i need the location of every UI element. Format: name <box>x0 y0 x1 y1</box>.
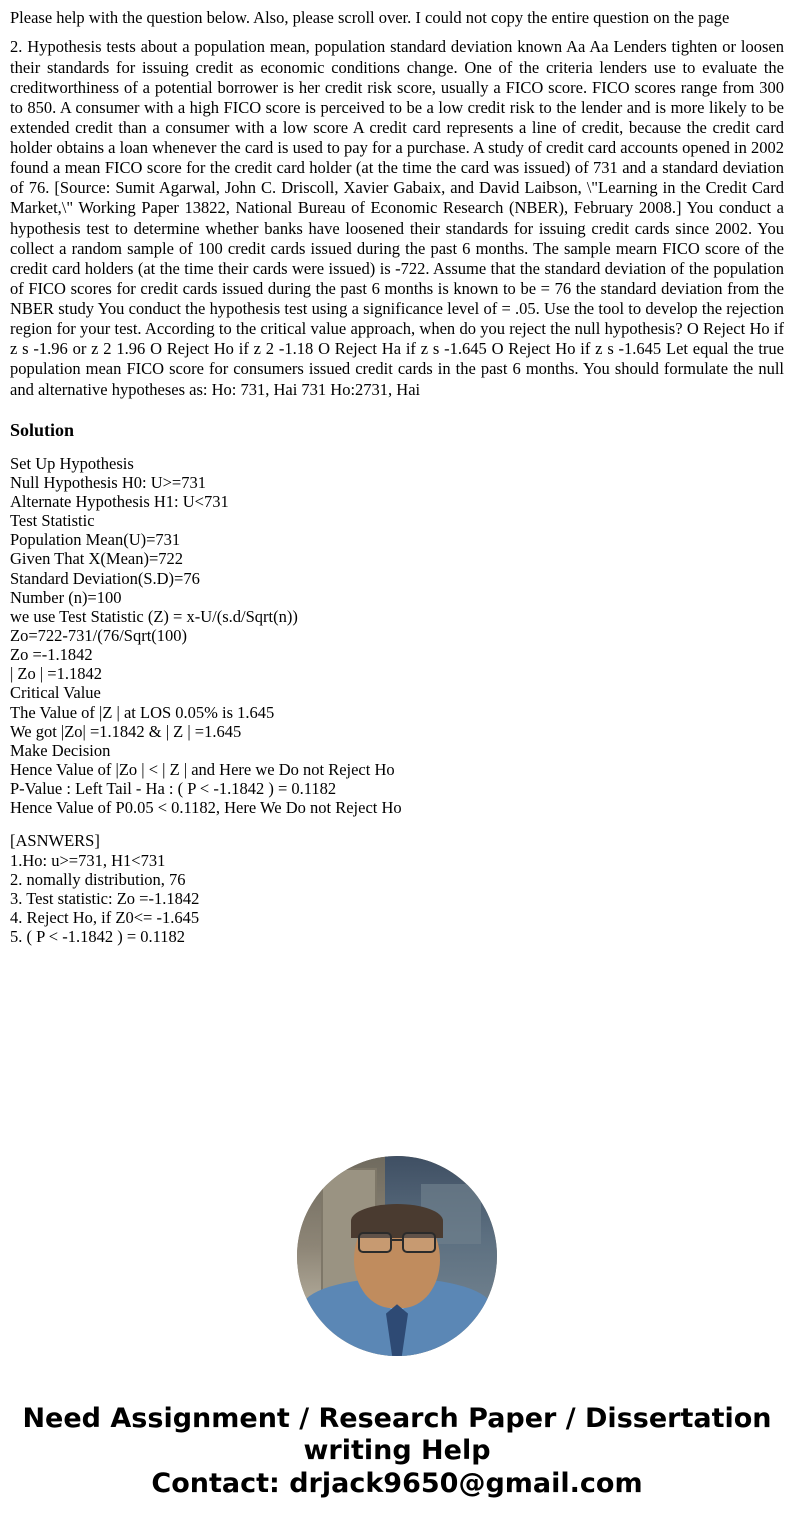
glasses-bridge <box>392 1239 402 1241</box>
glasses-icon <box>357 1232 437 1250</box>
solution-step: P-Value : Left Tail - Ha : ( P < -1.1842 ) = 0.1182 <box>10 779 337 799</box>
solution-step: Given That X(Mean)=722 <box>10 549 184 569</box>
answers-header: [ASNWERS] <box>10 831 100 851</box>
solution-steps <box>10 455 784 833</box>
answers-block <box>10 832 784 946</box>
cta-line-1: Need Assignment / Research Paper / Dissertation <box>22 1403 772 1435</box>
solution-heading: Solution <box>10 419 75 440</box>
solution-step: | Zo | =1.1842 <box>10 664 102 684</box>
glasses-lens-left <box>358 1232 392 1253</box>
solution-step: Critical Value <box>10 683 101 703</box>
solution-step: Alternate Hypothesis H1: U<731 <box>10 492 229 511</box>
question-text: 2. Hypothesis tests about a population mean, population standard deviation known Aa Aa Lenders tighten or loosen their standards for issuing credit as economic conditions change. One of the criteria lenders use to evaluate the creditworthiness of a potential borrower is her credit risk score, usually a FICO score. FICO scores range from 300 to 850. A consumer with a high FICO score is perceived to be a low credit risk to the lender and is more likely to be extended credit than a consumer with a low score A credit card represents a line of credit, because the credit card holder obtains a loan whenever the card is used to pay for a purchase. A study of credit card accounts opened in 2002 found a mean FICO score for the credit card holder (at the time the card was issued) of 731 and a standard deviation of 76. [Source: Sumit Agarwal, John C. Driscoll, Xavier Gabaix, and David Laibson, \"Learning in the Credit Card Market,\" Working Paper 13822, National Bureau of Economic Research (NBER), February 2008.] You conduct a hypothesis test to determine whether banks have loosened their standards for issuing credit cards since 2002. You collect a random sample of 100 credit cards issued during the past 6 months. The sample mearn FICO score of the credit card holders (at the time their cards were issued) is -722. Assume that the standard deviation of the population of FICO scores for credit cards issued during the past 6 months is known to be = 76 the standard deviation from the NBER study You conduct the hypothesis test using a significance level of = .05. Use the tool to develop the rejection region for your test. According to the critical value approach, when do you reject the null hypothesis? O Reject Ho if z s -1.96 or z 2 1.96 O Reject Ho if z 2 -1.18 O Reject Ha if z s -1.645 O Reject Ho if z s -1.645 Let equal the true population mean FICO score for consumers issued credit cards in the past 6 months. You should formulate the null and alternative hypotheses as: Ho: 731, Hai 731 Ho:2731, Hai <box>10 37 784 399</box>
answer-item: 2. nomally distribution, 76 <box>10 869 186 889</box>
glasses-lens-right <box>402 1232 436 1253</box>
avatar <box>297 1156 497 1356</box>
solution-step: Set Up Hypothesis <box>10 453 134 473</box>
intro-text: Please help with the question below. Also, please scroll over. I could not copy the entire question on the page <box>10 8 730 27</box>
solution-step: Number (n)=100 <box>10 587 122 607</box>
solution-step: The Value of |Z | at LOS 0.05% is 1.645 <box>10 702 275 722</box>
solution-step: Hence Value of P0.05 < 0.1182, Here We Do not Reject Ho <box>10 798 402 818</box>
cta-contact-email[interactable]: Contact: drjack9650@gmail.com <box>151 1467 643 1499</box>
spacer <box>10 818 784 832</box>
answer-item: 3. Test statistic: Zo =-1.1842 <box>10 888 200 908</box>
solution-step: Null Hypothesis H0: U>=731 <box>10 472 206 492</box>
author-photo-container <box>10 1156 784 1356</box>
solution-step: We got |Zo| =1.1842 & | Z | =1.645 <box>10 721 242 741</box>
solution-step: Hence Value of |Zo | < | Z | and Here we Do not Reject Ho <box>10 759 395 779</box>
solution-step: we use Test Statistic (Z) = x-U/(s.d/Sqrt(n)) <box>10 606 298 626</box>
solution-step: Population Mean(U)=731 <box>10 530 181 550</box>
answer-item: 5. ( P < -1.1842 ) = 0.1182 <box>10 927 186 947</box>
solution-step: Standard Deviation(S.D)=76 <box>10 568 200 588</box>
contact-callout <box>10 1404 784 1519</box>
solution-step: Zo =-1.1842 <box>10 645 93 665</box>
answer-item: 1.Ho: u>=731, H1<731 <box>10 850 166 870</box>
solution-step: Zo=722-731/(76/Sqrt(100) <box>10 625 188 645</box>
solution-step: Test Statistic <box>10 511 95 531</box>
answer-item: 4. Reject Ho, if Z0<= -1.645 <box>10 907 200 927</box>
cta-line-2: writing Help <box>303 1435 491 1467</box>
solution-step: Make Decision <box>10 740 111 760</box>
